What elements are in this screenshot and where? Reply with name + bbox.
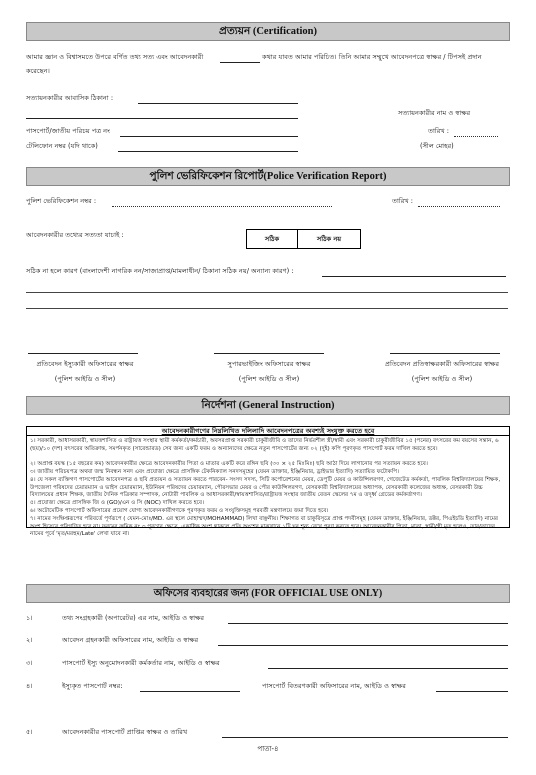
instruction-p1: ১। সরকারী, আধাসরকারী, স্বায়ত্তশাসিত ও রাষ্ট্রায়ত্ত সংস্থার স্থায়ী কর্মকর্তা/কর্মচারী, অবসরপ্রাপ্ত সরকারী চাকুরীজীবি ও তাদের নির্ভরশীল স্ত্রী/স্বামী এবং সরকারী চাকুরীজীবির ১৫ (পনের) বৎসরের কম বয়সের সন্তান, ৬ (ছয়)/১০ (দশ) বৎসরের অতিক্রান্ত, সমর্পনকৃত (সারেন্ডারড) সেব জন্য একটি ফরম ও অন্যান্যদের ক্ষেত্রে নতুন পাসপোর্টের জন্য ০২ (দুই) কপি পূরণকৃত পাসপোর্ট ফরম দাখিল করতে হবে। xyxy=(30,438,499,452)
official-item-4-label: ইস্যুকৃত পাসপোর্ট নম্বর: xyxy=(62,682,123,690)
sig2-title: সুপারভাইজিং অফিসারের স্বাক্ষর xyxy=(227,360,311,368)
reason-field-3[interactable] xyxy=(26,308,508,309)
sig3-line[interactable] xyxy=(390,353,500,354)
sig3-sub: (পুলিশ আইডি ও সীল) xyxy=(411,375,473,383)
instruction-p4: ৪। যে সকল ব্যক্তিগণ পাসপোর্টের আবেদনপত্র ও ছবি প্রত্যয়ন ও সত্যায়ন করতে পারবেন- সংসদ সদস্য, সিটি কর্পোরেশনের মেয়র, ডেপুটি মেয়র ও কাউন্সিলরগণ, গেজেটেড কর্মকর্তা, পাবলিক বিশ্ববিদ্যালয়ের শিক্ষক, উপজেলা পরিষদের চেয়ারম্যান ও ভাইস চেয়ারম্যান, ইউনিয়ন পরিষদের চেয়ারম্যান, পৌরসভার মেয়র ও পৌর কাউন্সিলরগণ, বেসরকারী বিশ্ববিদ্যালয়ের অধ্যাপক, বেসরকারী কলেজের অধ্যক্ষ, বেসরকারী উচ্চ বিদ্যালয়ের প্রধান শিক্ষক, জাতীয় দৈনিক পত্রিকার সম্পাদক, নোটারী পাবলিক ও আধাসরকারী/স্বায়ত্তশাসিত/রাষ্ট্রায়ত্ত সংস্থার জাতীয় বেতন স্কেলের ৭ম ও তদূর্ধ্ব গ্রেডের কর্মকর্তাগণ। xyxy=(30,477,501,499)
official-item-5-label: আবেদনকারীর পাসপোর্ট প্রাপ্তির স্বাক্ষর ও তারিখ xyxy=(62,728,188,736)
certification-line2: করেছেন। xyxy=(26,67,50,75)
seal-label: (সীল মোহর) xyxy=(420,142,454,150)
phone-label: টেলিফোন নম্বর (যদি থাকে) xyxy=(26,142,98,150)
verification-no-label: পুলিশ ভেরিফিকেশন নম্বর : xyxy=(26,197,97,205)
official-item-2-field[interactable] xyxy=(218,645,508,646)
official-header xyxy=(26,584,510,603)
sig2-sub: (পুলিশ আইডি ও সীল) xyxy=(238,375,300,383)
passport-nid-label: পাসপোর্ট/জাতীয় পরিচয় পত্র নং xyxy=(26,127,110,135)
instruction-header xyxy=(26,396,510,415)
instruction-box xyxy=(26,426,510,538)
official-item-3-field[interactable] xyxy=(268,668,508,669)
not-correct-reason-label: সঠিক না হলে কারণ (বাংলাদেশী নাগরিক নন/সাজাপ্রাপ্ত/মামলাধীন/ ঠিকানা সঠিক নয়/ অন্যান্য কারণ) : xyxy=(26,267,294,275)
official-item-4-num: ৪। xyxy=(26,682,33,690)
official-item-4-field[interactable] xyxy=(436,691,508,692)
instruction-p5: ৫। প্রযোজ্য ক্ষেত্রে প্রাসঙ্গিক জি ও (GO)/এন ও সি (NOC) দাখিল করতে হবে। xyxy=(30,500,205,506)
instruction-p3: ৩। জাতীয় পরিচয়পত্র অথবা জন্ম নিবন্ধন সনদ এবং প্রযোজ্য ক্ষেত্রে প্রাসঙ্গিক টেকনিক্যাল সনদসমূহের (যেমন ডাক্তার, ইঞ্জিনিয়ার, ড্রাইভার ইত্যাদি) সত্যায়িত ফটোকপি। xyxy=(30,469,400,475)
instruction-box-heading: আবেদনকারীগণের নিম্নলিখিত দলিলাদি আবেদনপত্রের অবশ্যই সংযুক্ত করতে হবে xyxy=(27,427,509,436)
police-date-field[interactable] xyxy=(418,206,500,207)
official-item-1-num: ১। xyxy=(26,614,33,622)
official-item-2-num: ২। xyxy=(26,636,33,644)
police-header xyxy=(26,167,510,186)
verification-no-field[interactable] xyxy=(112,206,332,207)
attester-address-label: সত্যায়নকারীর আবাসিক ঠিকানা : xyxy=(26,94,114,102)
police-title-bn: পুলিশ ভেরিফিকেশন রিপোর্ট xyxy=(149,171,264,182)
attester-address-field[interactable] xyxy=(138,103,298,104)
official-item-4-label2: পাসপোর্ট বিতরণকারী অফিসারের নাম, আইডি ও স্বাক্ষর xyxy=(262,682,406,690)
official-item-5-field[interactable] xyxy=(222,737,508,738)
instruction-p7: ৭। নামের সংক্ষিপ্তরূপের পরিবর্তে পূর্ণরূপে ( যেমন-মোঃ/MD. এর স্থলে মোহাম্মদ/MOHAMMAD) লিখা বাঞ্ছনীয়। শিক্ষাগত বা চাকুরিসূত্রে প্রাপ্ত পদবীসমূহ (যেমন ডাক্তার, ইঞ্জিনিয়ার, ডক্টর, পিএইচডি ইত্যাদি) নামের অংশ হিসেবে পরিগণিত হবে না। ফরমের ক্রমিক নং ৩ পূরণের ক্ষেত্রে, একাধিক অংশ থাকলে প্রতি অংশের মাঝখানে ১টি ঘর শূন্য রেখে পূরণ করতে হবে। আবেদনকারীর পিতা, মাতা, স্বামী/স্ত্রী মৃত হলেও, তার/তাদের নামের পূর্বে 'মৃত/মরহুম/Late' লেখা যাবে না। xyxy=(30,516,499,538)
reason-field-2[interactable] xyxy=(26,292,508,293)
attester-address-field-2[interactable] xyxy=(26,118,298,119)
cert-date-label: তারিখ : xyxy=(428,127,450,135)
official-item-1-field[interactable] xyxy=(228,623,508,624)
sig1-line[interactable] xyxy=(28,353,138,354)
applicant-duration-field[interactable] xyxy=(220,62,260,63)
reason-field-1[interactable] xyxy=(322,276,506,277)
applicant-info-label: আবেদনকারীর তথ্যের সত্যতা যাচাই : xyxy=(26,231,124,239)
issued-passport-no-field[interactable] xyxy=(140,691,240,692)
sig3-title: প্রতিবেদন প্রতিস্বাক্ষরকারী অফিসারের স্বাক্ষর xyxy=(385,360,499,368)
official-title-bn: অফিসের ব্যবহারের জন্য xyxy=(153,588,249,599)
police-title-en: (Police Verification Report) xyxy=(263,171,387,182)
official-item-3-label: পাসপোর্ট ইস্যু অনুমোদনকারী কর্মকর্তার নাম, আইডি ও স্বাক্ষর xyxy=(62,659,220,667)
passport-nid-field[interactable] xyxy=(120,136,298,137)
sig1-sub: (পুলিশ আইডি ও সীল) xyxy=(54,375,116,383)
instruction-p2: ২। অপ্রাপ্ত বয়স্ক (১৫ বছরের কম) আবেদনকারীর ক্ষেত্রে আবেদনকারীর পিতা ও মাতার একটি করে রঙ্গিন ছবি (৩০ × ২৫ মিঃমিঃ) ছবি আঠা দিয়ে লাগানোর পর সত্যায়ন করতে হবে। xyxy=(30,461,428,467)
certification-header: প্রত্যয়ন (Certification) xyxy=(26,22,510,41)
official-item-2-label: আবেদন গ্রহনকারী অফিসারের নাম, আইডি ও স্বাক্ষর xyxy=(62,636,199,644)
official-item-5-num: ৫। xyxy=(26,728,33,736)
certification-line1b: কথার যাবত আমার পরিচিত। তিনি আমার সম্মুখে আবেদনপত্রে স্বাক্ষর / টিপসই প্রদান xyxy=(262,53,482,61)
police-date-label: তারিখ : xyxy=(392,197,414,205)
attester-name-sign-label: সত্যায়নকারীর নাম ও স্বাক্ষর xyxy=(398,109,471,117)
not-correct-box[interactable]: সঠিক নয় xyxy=(297,229,361,249)
official-item-1-label: তথ্য সংগ্রহকারী (অপারেটর) এর নাম, আইডি ও স্বাক্ষর xyxy=(62,614,205,622)
instruction-p6: ৬। অটোমেটিক পাসপোর্ট অফিসারের প্রয়োগ যোগ্য আবেদনকারীগণকে পূরণকৃত ফরম ও সংযুক্তিসমূহ পরবর্তী মন্ত্রণালয়ে জমা দিতে হবে। xyxy=(30,508,329,514)
sig2-line[interactable] xyxy=(214,353,324,354)
page-number: পাতা-৪ xyxy=(257,745,279,753)
certification-line1a: আমার জ্ঞান ও বিশ্বাসমতে উপরে বর্ণিত তথ্য সত্য এবং আবেদনকারী xyxy=(26,53,204,61)
official-item-3-num: ৩। xyxy=(26,659,33,667)
instruction-title-en: (General Instruction) xyxy=(238,400,335,411)
correct-box[interactable]: সঠিক xyxy=(246,229,298,249)
phone-field[interactable] xyxy=(118,151,298,152)
sig1-title: প্রতিবেদন ইস্যুকারী অফিসারের স্বাক্ষর xyxy=(36,360,134,368)
official-title-en: (FOR OFFICIAL USE ONLY) xyxy=(251,588,383,599)
instruction-title-bn: নির্দেশনা xyxy=(201,400,236,411)
cert-date-field[interactable] xyxy=(454,136,498,137)
